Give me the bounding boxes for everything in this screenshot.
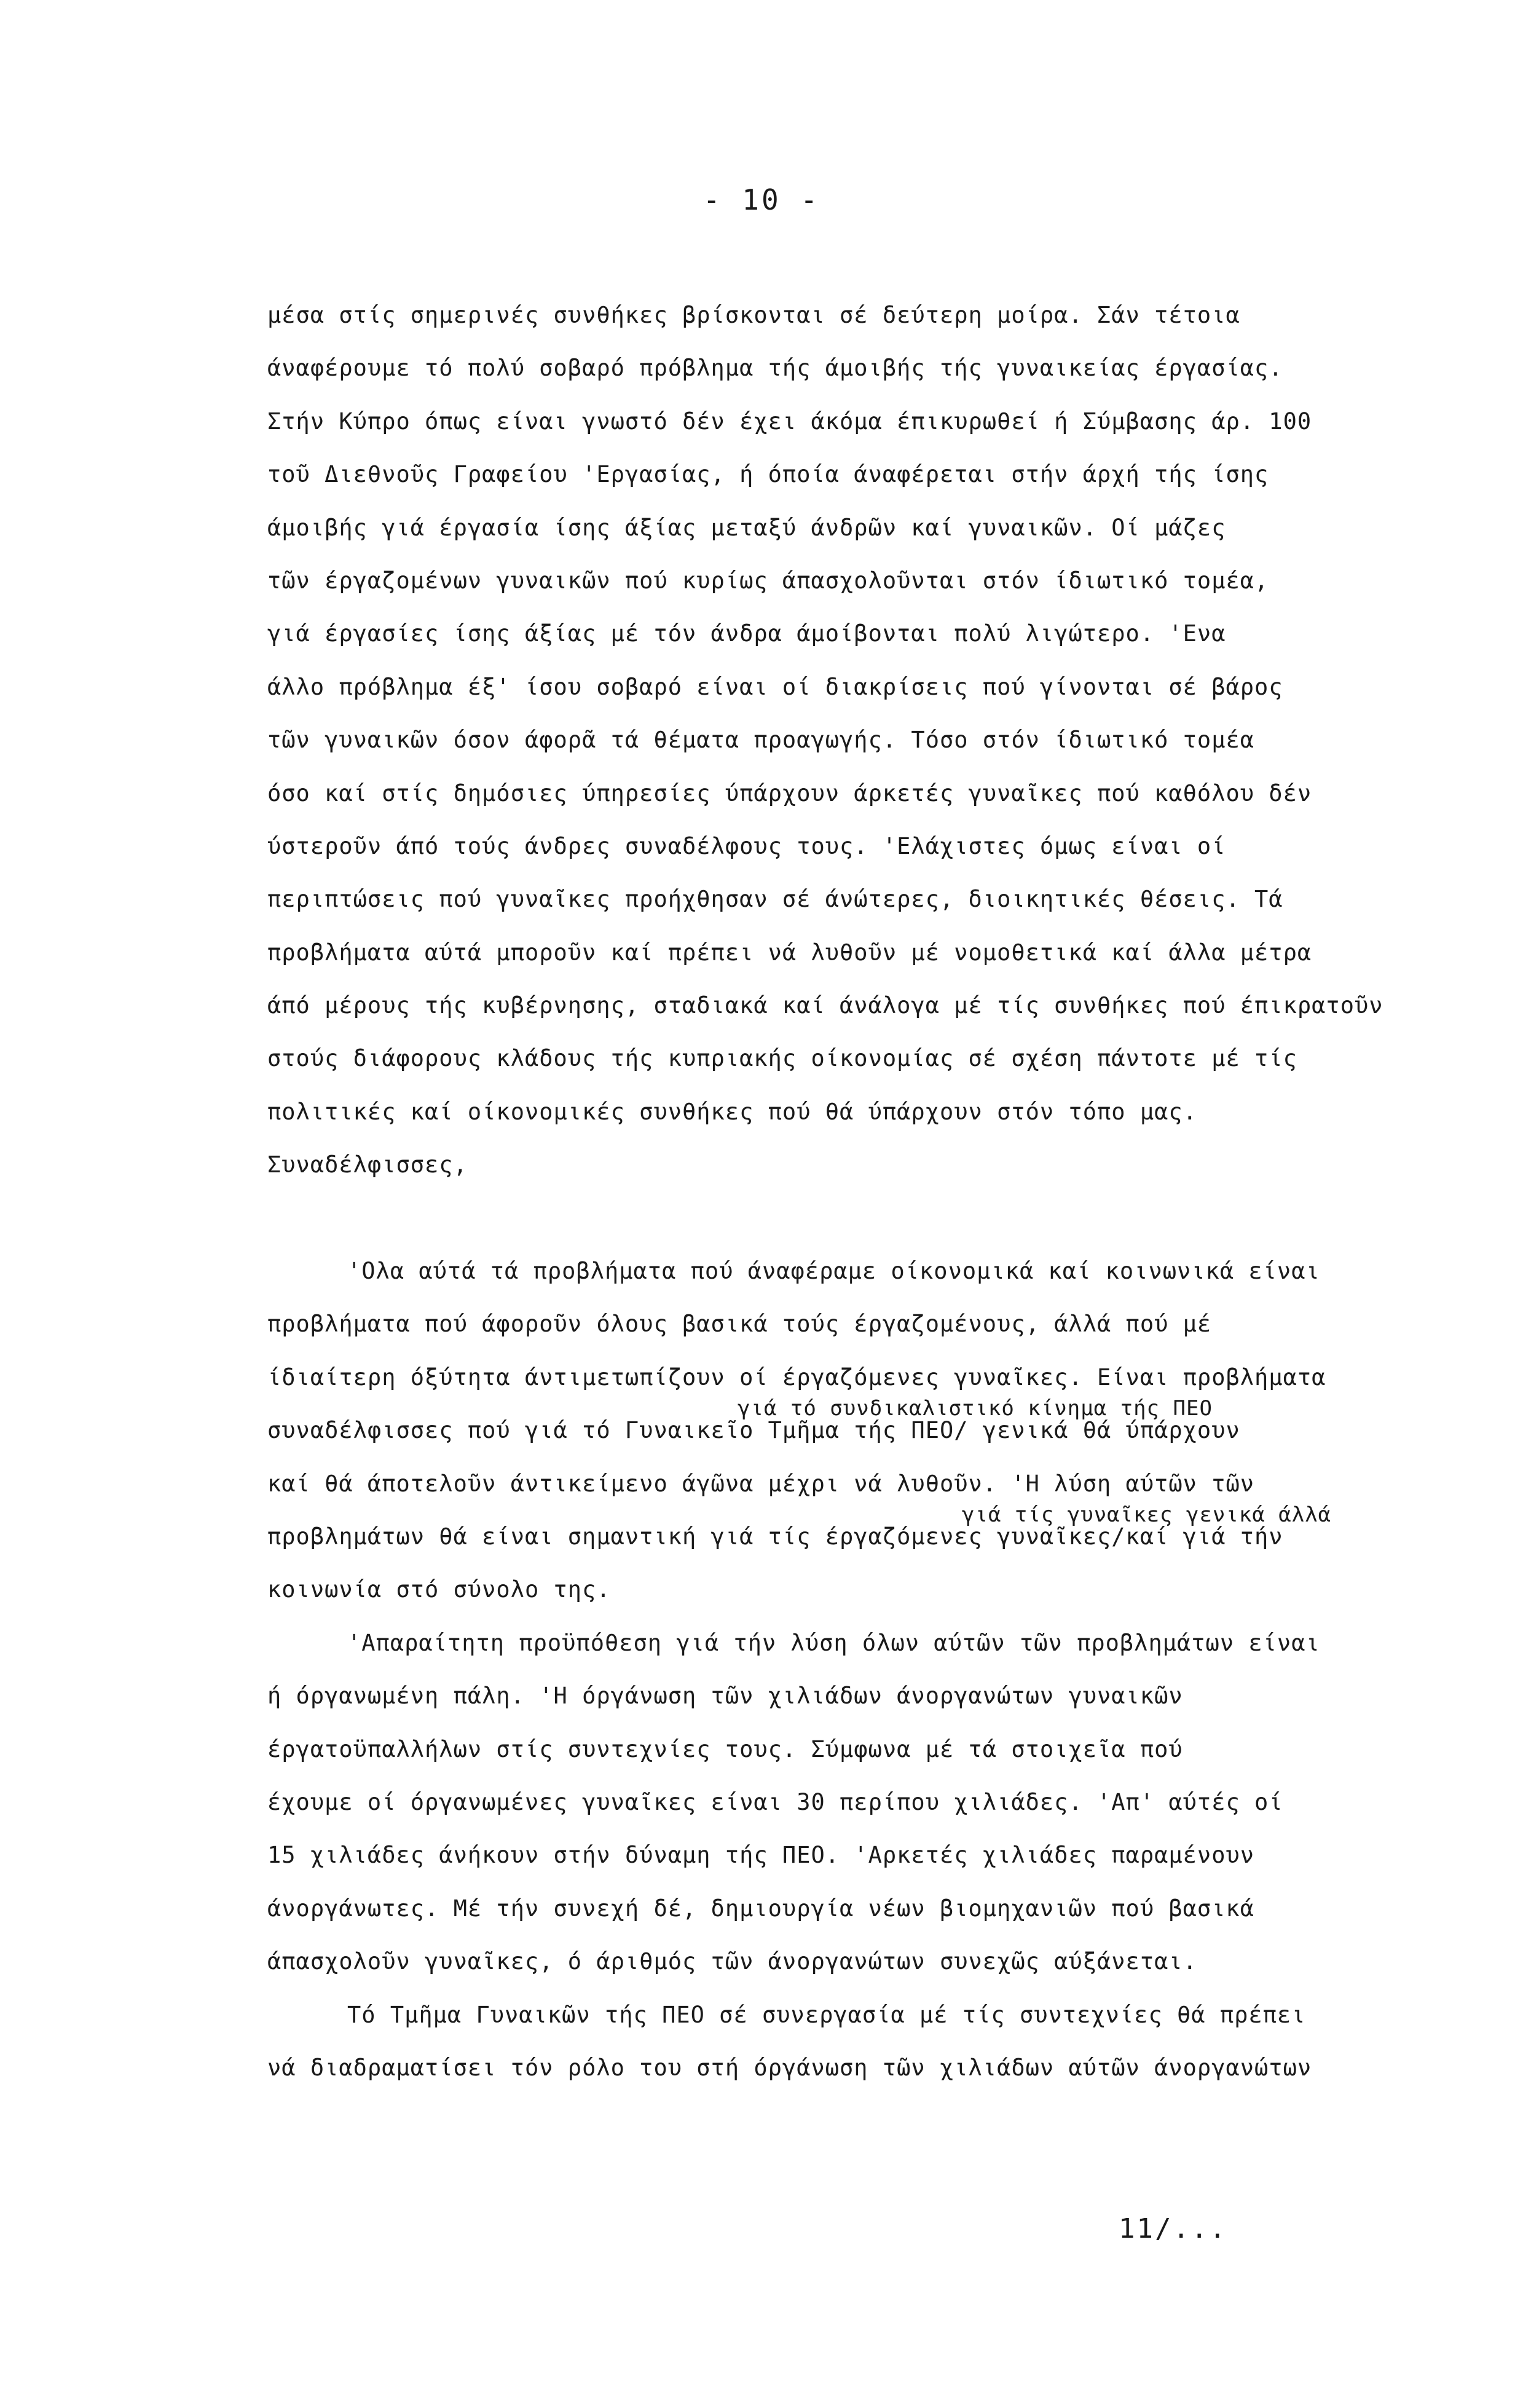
continuation-marker: 11/... [1119, 2213, 1227, 2244]
text-line: άνοργάνωτες. Μέ τήν συνεχή δέ, δημιουργία νέων βιομηχανιῶν πού βασικά [267, 1895, 1255, 1922]
salutation: Συναδέλφισσες, [267, 1151, 468, 1178]
text-line: τῶν έργαζομένων γυναικῶν πού κυρίως άπασχολοῦνται στόν ίδιωτικό τομέα, [267, 567, 1269, 594]
text-line: νά διαδραματίσει τόν ρόλο του στή όργάνωση τῶν χιλιάδων αύτῶν άνοργανώτων [267, 2054, 1312, 2081]
text-line: πολιτικές καί οίκονομικές συνθήκες πού θά ύπάρχουν στόν τόπο μας. [267, 1098, 1197, 1125]
text-line: τοῦ Διεθνοῦς Γραφείου 'Εργασίας, ή όποία άναφέρεται στήν άρχή τής ίσης [267, 461, 1269, 488]
text-line: άπασχολοῦν γυναῖκες, ό άριθμός τῶν άνοργανώτων συνεχῶς αύξάνεται. [267, 1948, 1197, 1975]
text-line: προβλήματα αύτά μποροῦν καί πρέπει νά λυθοῦν μέ νομοθετικά καί άλλα μέτρα [267, 939, 1312, 966]
text-line: Τό Τμῆμα Γυναικῶν τής ΠΕΟ σέ συνεργασία μέ τίς συντεχνίες θά πρέπει [347, 2001, 1306, 2028]
text-line: άναφέρουμε τό πολύ σοβαρό πρόβλημα τής άμοιβής τής γυναικείας έργασίας. [267, 355, 1283, 382]
paragraph-1 [267, 289, 1435, 1139]
text-line: 'Απαραίτητη προϋπόθεση γιά τήν λύση όλων αύτῶν τῶν προβλημάτων είναι [347, 1629, 1320, 1656]
text-line: τῶν γυναικῶν όσον άφορᾶ τά θέματα προαγωγής. Τόσο στόν ίδιωτικό τομέα [267, 727, 1255, 754]
text-line: κοινωνία στό σύνολο της. [267, 1576, 611, 1603]
paragraph-2: 'Ολα αύτά τά προβλήματα πού άναφέραμε οίκονομικά καί κοινωνικά είναι προβλήματα πού άφοροῦν όλους βασικά τούς έργαζομένους, άλλά πού μέ ίδιαίτερη όξύτητα άντιμετωπίζουν οί έργαζόμενες γυναῖκες. Είναι προβλήματα γιά τό συνδικαλιστικό κίνημα τής ΠΕΟ συναδέλφισσες πού γιά τό Γυναικεῖο Τμῆμα τής ΠΕΟ/ γενικά θά ύπάρχουν καί θά άποτελοῦν άντικείμενο άγῶνα μέχρι νά λυθοῦν. 'Η λύση αύτῶν τῶν γιά τίς γυναῖκες γενικά άλλά προβλημάτων θά είναι σημαντική γιά τίς έργαζόμενες γυναῖκες/καί γιά τήν κοινωνία στό σύνολο της. [267, 1245, 1435, 1617]
text-line: ίδιαίτερη όξύτητα άντιμετωπίζουν οί έργαζόμενες γυναῖκες. Είναι προβλήματα [267, 1364, 1326, 1391]
text-line: 'Ολα αύτά τά προβλήματα πού άναφέραμε οίκονομικά καί κοινωνικά είναι [347, 1258, 1320, 1285]
text-line: άμοιβής γιά έργασία ίσης άξίας μεταξύ άνδρῶν καί γυναικῶν. Οί μάζες [267, 514, 1226, 541]
text-line: καί θά άποτελοῦν άντικείμενο άγῶνα μέχρι νά λυθοῦν. 'Η λύση αύτῶν τῶν [267, 1470, 1255, 1497]
text-line: ύστεροῦν άπό τούς άνδρες συναδέλφους τους. 'Ελάχιστες όμως είναι οί [267, 832, 1226, 859]
text-line: άπό μέρους τής κυβέρνησης, σταδιακά καί άνάλογα μέ τίς συνθήκες πού έπικρατοῦν [267, 992, 1383, 1019]
text-line: άλλο πρόβλημα έξ' ίσου σοβαρό είναι οί διακρίσεις πού γίνονται σέ βάρος [267, 673, 1283, 700]
text-line: έργατοϋπαλλήλων στίς συντεχνίες τους. Σύμφωνα μέ τά στοιχεῖα πού [267, 1735, 1183, 1763]
text-line: στούς διάφορους κλάδους τής κυπριακής οίκονομίας σέ σχέση πάντοτε μέ τίς [267, 1045, 1297, 1072]
text-line: Στήν Κύπρο όπως είναι γνωστό δέν έχει άκόμα έπικυρωθεί ή Σύμβασης άρ. 100 [267, 408, 1312, 435]
text-line: γιά έργασίες ίσης άξίας μέ τόν άνδρα άμοίβονται πολύ λιγώτερο. 'Ενα [267, 620, 1226, 647]
text-line: προβλημάτων θά είναι σημαντική γιά τίς έργαζόμενες γυναῖκες/καί γιά τήν [267, 1523, 1283, 1550]
text-line: όσο καί στίς δημόσιες ύπηρεσίες ύπάρχουν άρκετές γυναῖκες πού καθόλου δέν [267, 780, 1312, 807]
text-line: περιπτώσεις πού γυναῖκες προήχθησαν σέ άνώτερες, διοικητικές θέσεις. Τά [267, 886, 1283, 913]
text-line: ή όργανωμένη πάλη. 'Η όργάνωση τῶν χιλιάδων άνοργανώτων γυναικῶν [267, 1683, 1183, 1710]
paragraph-spacer [267, 1192, 1435, 1245]
document-body [267, 289, 1435, 2094]
text-line: έχουμε οί όργανωμένες γυναῖκες είναι 30 περίπου χιλιάδες. 'Απ' αύτές οί [267, 1788, 1283, 1815]
paragraph-4 [267, 1989, 1435, 2095]
paragraph-3 [267, 1617, 1435, 1989]
text-line: μέσα στίς σημερινές συνθήκες βρίσκονται σέ δεύτερη μοίρα. Σάν τέτοια [267, 302, 1240, 328]
text-line: συναδέλφισσες πού γιά τό Γυναικεῖο Τμῆμα τής ΠΕΟ/ γενικά θά ύπάρχουν [267, 1417, 1240, 1444]
page-number: - 10 - [702, 183, 821, 216]
text-line: 15 χιλιάδες άνήκουν στήν δύναμη τής ΠΕΟ. 'Αρκετές χιλιάδες παραμένουν [267, 1842, 1255, 1869]
text-line: προβλήματα πού άφοροῦν όλους βασικά τούς έργαζομένους, άλλά πού μέ [267, 1311, 1212, 1338]
